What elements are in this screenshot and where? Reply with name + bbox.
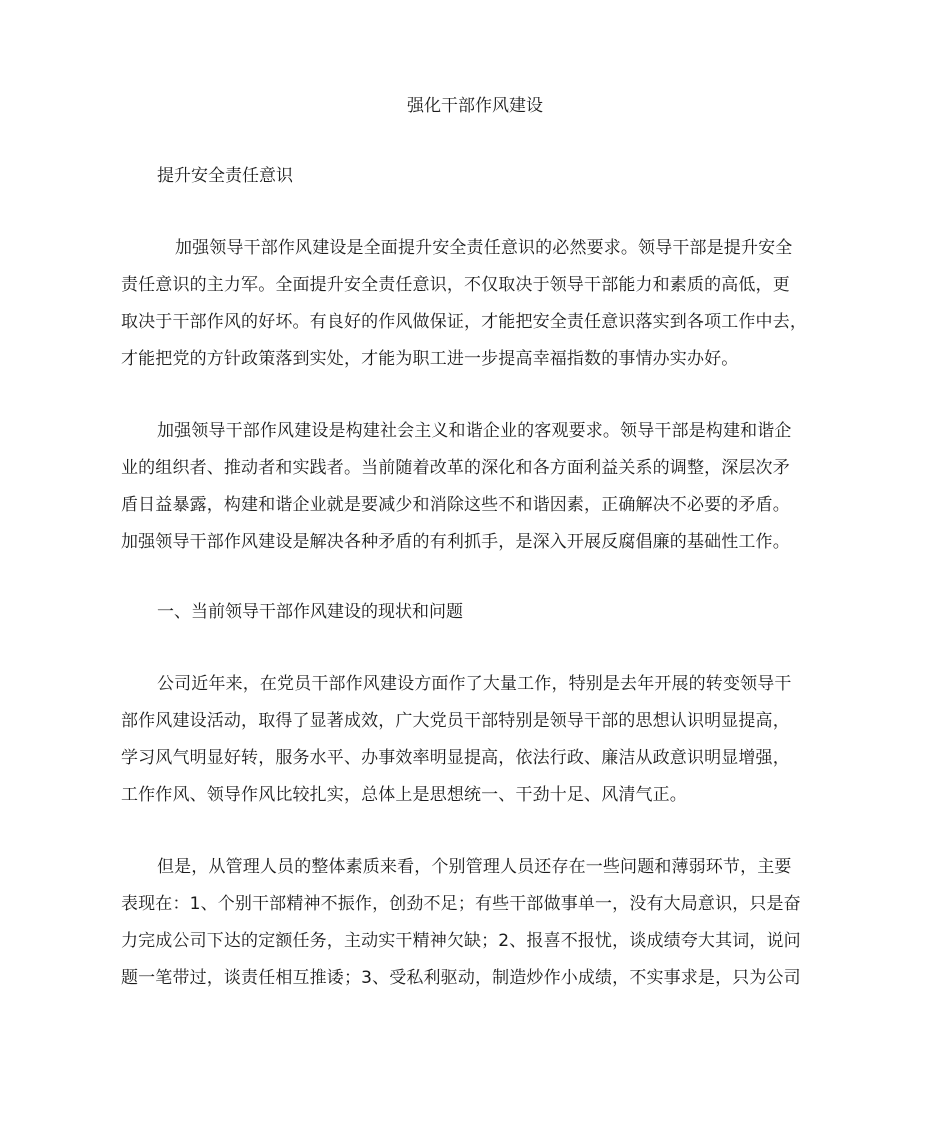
paragraph-line: 题一笔带过，谈责任相互推诿；3、受私利驱动，制造炒作小成绩，不实事求是，只为公司 [121, 968, 801, 988]
paragraph-line: 加强领导干部作风建设是构建社会主义和谐企业的客观要求。领导干部是构建和谐企 [157, 421, 792, 441]
paragraph-4 [121, 849, 833, 997]
paragraph-line: 业的组织者、推动者和实践者。当前随着改革的深化和各方面利益关系的调整，深层次矛 [121, 458, 790, 478]
paragraph-line: 但是，从管理人员的整体素质来看，个别管理人员还存在一些问题和薄弱环节，主要 [157, 857, 792, 877]
paragraph-line: 公司近年来，在党员干部作风建设方面作了大量工作，特别是去年开展的转变领导干 [157, 674, 792, 694]
paragraph-1 [121, 230, 833, 378]
paragraph-line: 盾日益暴露，构建和谐企业就是要减少和消除这些不和谐因素，正确解决不必要的矛盾。 [121, 495, 790, 515]
document-title: 强化干部作风建设 [407, 96, 543, 116]
paragraph-line: 加强领导干部作风建设是解决各种矛盾的有利抓手，是深入开展反腐倡廉的基础性工作。 [121, 532, 790, 552]
paragraph-line: 责任意识的主力军。全面提升安全责任意识，不仅取决于领导干部能力和素质的高低，更 [121, 275, 790, 295]
paragraph-3 [121, 666, 833, 814]
paragraph-line: 才能把党的方针政策落到实处，才能为职工进一步提高幸福指数的事情办实办好。 [121, 349, 739, 369]
paragraph-2 [121, 413, 833, 561]
section-heading-safety: 提升安全责任意识 [157, 166, 293, 186]
paragraph-line: 学习风气明显好转，服务水平、办事效率明显提高，依法行政、廉洁从政意识明显增强， [121, 748, 790, 768]
paragraph-line: 取决于干部作风的好坏。有良好的作风做保证，才能把安全责任意识落实到各项工作中去， [121, 312, 807, 332]
section-heading-status: 一、当前领导干部作风建设的现状和问题 [157, 602, 463, 622]
paragraph-line: 工作作风、领导作风比较扎实，总体上是思想统一、干劲十足、风清气正。 [121, 785, 687, 805]
paragraph-line: 部作风建设活动，取得了显著成效，广大党员干部特别是领导干部的思想认识明显提高， [121, 711, 790, 731]
paragraph-line: 表现在：1、个别干部精神不振作，创劲不足；有些干部做事单一，没有大局意识，只是奋 [121, 894, 801, 914]
paragraph-line: 力完成公司下达的定额任务，主动实干精神欠缺；2、报喜不报忧，谈成绩夸大其词，说问 [121, 931, 801, 951]
paragraph-line: 加强领导干部作风建设是全面提升安全责任意识的必然要求。领导干部是提升安全 [175, 238, 793, 258]
